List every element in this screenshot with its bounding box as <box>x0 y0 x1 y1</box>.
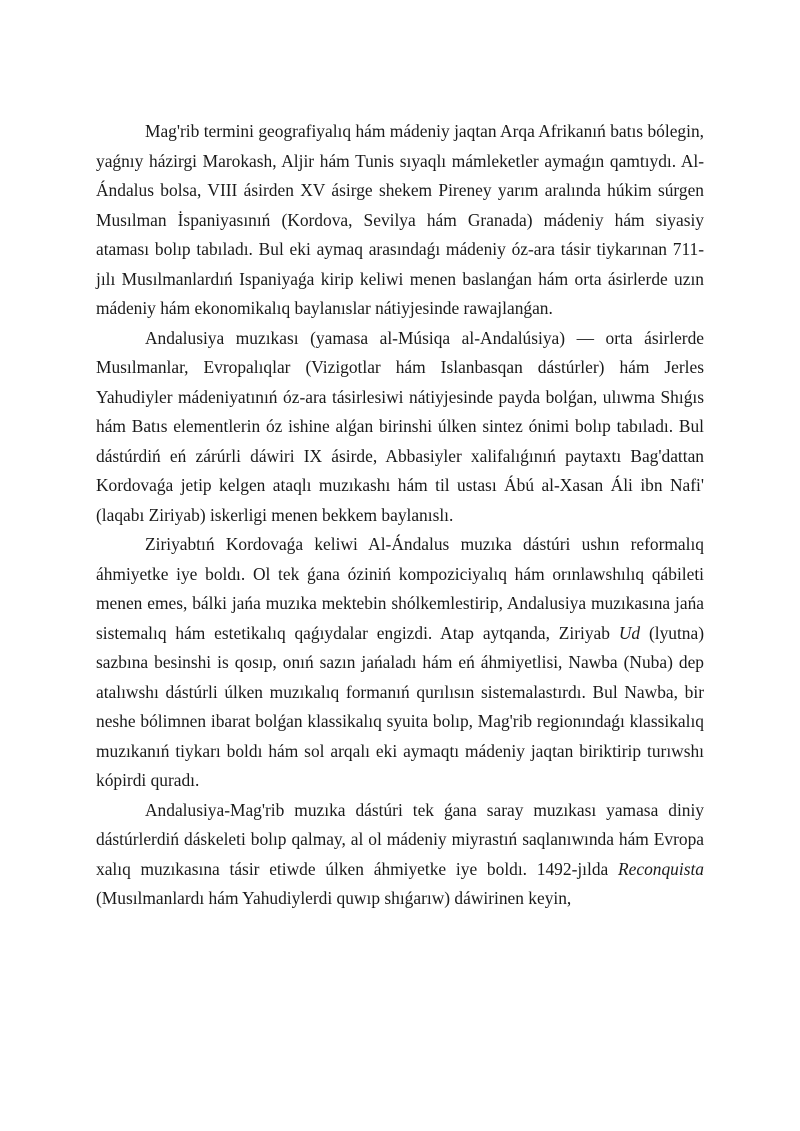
document-page <box>96 117 704 914</box>
paragraph-1 <box>96 117 704 324</box>
paragraph-2-text: Andalusiya muzıkası (yamasa al-Músiqa al-Andalúsiya) — orta ásirlerde Musılmanlar, Evropalıqlar (Vizigotlar hám Islanbasqan dástúrler) hám Jerles Yahudiyler mádeniyatınıń óz-ara tásirlesiwi nátiyjesinde payda bolǵan, ulıwma Shıǵıs hám Batıs elementlerin óz ishine alǵan birinshi úlken sintez ónimi bolıp tabıladı. Bul dástúrdiń eń zárúrli dáwiri IX ásirde, Abbasiyler xalifalıǵınıń paytaxtı Bag'dattan Kordovaǵa jetip kelgen ataqlı muzıkashı hám til ustası Ábú al-Xasan Áli ibn Nafi' (laqabı Ziriyab) iskerligi menen bekkem baylanıslı. <box>96 327 704 525</box>
paragraph-4-text-b: (Musılmanlardı hám Yahudiylerdi quwıp shıǵarıw) dáwirinen keyin, <box>96 888 572 908</box>
paragraph-4 <box>96 796 704 914</box>
term-reconquista: Reconquista <box>618 858 704 879</box>
paragraph-3 <box>96 530 704 796</box>
paragraph-3-text-b: (lyutna) sazbına besinshi is qosıp, onıń sazın jańaladı hám eń áhmiyetlisi, Nawba (Nuba) dep atalıwshı dástúrli úlken muzıkalıq formanıń qurılısın sistemalastırdı. Bul Nawba, bir neshe bólimnen ibarat bolǵan klassikalıq syuita bolıp, Mag'rib regionındaǵı klassikalıq muzıkanıń tiykarı boldı hám sol arqalı eki aymaqtı mádeniy jaqtan biriktirip turıwshı kópirdi quradı. <box>96 622 704 790</box>
paragraph-2 <box>96 324 704 531</box>
paragraph-4-text-a: Andalusiya-Mag'rib muzıka dástúri tek ǵana saray muzıkası yamasa diniy dástúrlerdiń dáskeleti bolıp qalmay, al ol mádeniy miyrastıń saqlanıwında hám Evropa xalıq muzıkasına tásir etiwde úlken áhmiyetke iye boldı. 1492-jılda <box>96 799 704 879</box>
paragraph-1-text: Mag'rib termini geografiyalıq hám mádeniy jaqtan Arqa Afrikanıń batıs bólegin, yaǵnıy házirgi Marokash, Aljir hám Tunis sıyaqlı mámleketler aymaǵın qamtıydı. Al-Ándalus bolsa, VIII ásirden XV ásirge shekem Pireney yarım aralında húkim súrgen Musılman İspaniyasınıń (Kordova, Sevilya hám Granada) mádeniy hám siyasiy ataması bolıp tabıladı. Bul eki aymaq arasındaǵı mádeniy óz-ara tásir tiykarınan 711-jılı Musılmanlardıń Ispaniyaǵa kirip keliwi menen baslanǵan hám orta ásirlerde uzın mádeniy hám ekonomikalıq baylanıslar nátiyjesinde rawajlanǵan. <box>96 121 704 318</box>
term-ud: Ud <box>618 622 641 643</box>
paragraph-3-text-a: Ziriyabtıń Kordovaǵa keliwi Al-Ándalus muzıka dástúri ushın reformalıq áhmiyetke iye boldı. Ol tek ǵana óziniń kompoziciyalıq hám orınlawshılıq qábileti menen emes, bálki jańa muzıka mektebin shólkemlestirip, Andalusiya muzıkasına jańa sistemalıq hám estetikalıq qaǵıydalar engizdi. Atap aytqanda, Ziriyab <box>96 534 704 643</box>
